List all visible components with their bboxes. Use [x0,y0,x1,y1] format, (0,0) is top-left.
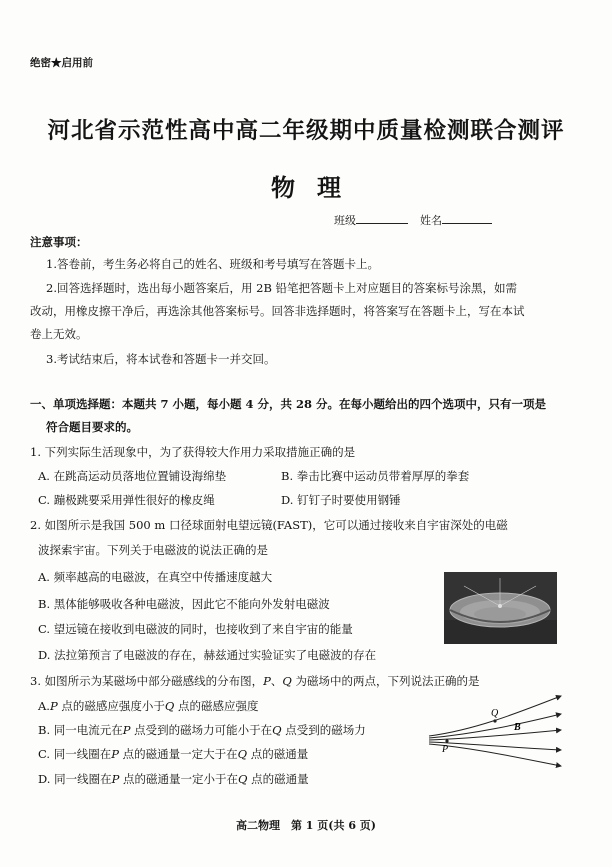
notice-item-2-line-3: 卷上无效。 [30,327,88,341]
q3-a-q: Q [164,699,175,713]
q3-c-mid: 点的磁通量一定大于在 [118,747,238,761]
q1-option-a: A. 在跳高运动员落地位置铺设海绵垫 [38,469,227,483]
name-label: 姓名 [420,214,442,227]
student-info-line [334,212,492,228]
q3-d-suffix: 点的磁通量 [247,772,309,786]
q1-option-c: C. 蹦极跳要采用弹性很好的橡皮绳 [38,493,215,507]
q1-stem: 1. 下列实际生活现象中，为了获得较大作用力采取措施正确的是 [30,445,356,459]
q1-option-b: B. 拳击比赛中运动员带着厚厚的拳套 [281,469,470,483]
notice-item-2-line-2: 改动，用橡皮擦干净后，再选涂其他答案标号。回答非选择题时，将答案写在答题卡上，写在本试 [30,304,525,318]
point-q-label: Q [491,708,499,719]
notice-item-3: 3.考试结束后，将本试卷和答题卡一并交回。 [46,352,276,366]
point-p-dot [445,739,448,742]
section-1-heading-line-1: 一、单项选择题：本题共 7 小题，每小题 4 分，共 28 分。在每小题给出的四个选项中，只有一项是 [30,397,547,411]
magnetic-field-lines-diagram [425,690,565,768]
q3-option-c [38,746,308,762]
q2-option-a: A. 频率越高的电磁波，在真空中传播速度越大 [38,570,273,584]
confidential-label: 绝密★启用前 [30,57,93,69]
field-line-5 [429,744,561,766]
field-b-label: B [514,722,521,733]
notice-title: 注意事项： [30,235,88,249]
q3-option-d [38,771,309,787]
telescope-dish-illustration [444,572,557,644]
field-line-3 [429,730,561,740]
q3-option-b [38,722,366,738]
q3-c-q: Q [237,747,248,761]
q3-stem-prefix: 3. 如图所示为某磁场中部分磁感线的分布图， [30,674,264,688]
q3-b-mid: 点受到的磁场力可能小于在 [130,723,273,737]
q3-b-q: Q [272,723,282,737]
q3-stem-q: Q [282,674,292,688]
exam-title: 河北省示范性高中高二年级期中质量检测联合测评 [47,118,565,144]
point-q-dot [493,719,496,722]
q3-b-p: P [122,723,131,737]
q3-d-q: Q [238,772,248,786]
q3-stem-p: P [263,674,271,688]
class-blank [356,213,408,224]
q2-option-b: B. 黑体能够吸收各种电磁波，因此它不能向外发射电磁波 [38,597,330,611]
q3-c-prefix: C. 同一线圈在 [38,747,112,761]
q2-stem-line-2: 波探索宇宙。下列关于电磁波的说法正确的是 [38,543,268,557]
q3-option-a [38,698,258,714]
page-footer: 高二物理 第 1 页(共 6 页) [235,819,377,832]
subject-title: 物理 [271,173,363,202]
q2-stem-line-1: 2. 如图所示是我国 500 m 口径球面射电望远镜(FAST)，它可以通过接收来自宇宙深处的电磁 [30,518,508,532]
q3-stem-sep: 、 [270,674,283,688]
notice-item-1: 1.答卷前，考生务必将自己的姓名、班级和考号填写在答题卡上。 [46,257,379,271]
notice-item-2-line-1: 2.回答选择题时，选出每小题答案后，用 2B 铅笔把答题卡上对应题目的答案标号涂黑，如需 [46,281,518,295]
q3-c-suffix: 点的磁通量 [247,747,309,761]
q3-d-prefix: D. 同一线圈在 [38,772,112,786]
q3-a-mid: 点的磁感应强度小于 [57,699,165,713]
q3-d-p: P [111,772,120,786]
q3-b-suffix: 点受到的磁场力 [281,723,366,737]
q3-a-p: P [49,699,58,713]
q3-c-p: P [111,747,119,761]
q2-option-d: D. 法拉第预言了电磁波的存在，赫兹通过实验证实了电磁波的存在 [38,648,377,662]
class-label: 班级 [334,214,356,227]
q1-option-d: D. 钉钉子时要使用钢锤 [281,493,401,507]
name-blank [442,213,492,224]
fast-telescope-photo [444,572,557,644]
q2-option-c: C. 望远镜在接收到电磁波的同时，也接收到了来自宇宙的能量 [38,622,353,636]
section-1-heading-line-2: 符合题目要求的。 [46,420,138,434]
q3-stem [30,673,479,689]
q3-d-mid: 点的磁通量一定小于在 [119,772,239,786]
q3-a-prefix: A. [38,699,50,713]
point-p-label: P [442,744,449,755]
q3-stem-suffix: 为磁场中的两点，下列说法正确的是 [291,674,480,688]
q3-a-suffix: 点的磁感应强度 [174,699,259,713]
q3-b-prefix: B. 同一电流元在 [38,723,123,737]
